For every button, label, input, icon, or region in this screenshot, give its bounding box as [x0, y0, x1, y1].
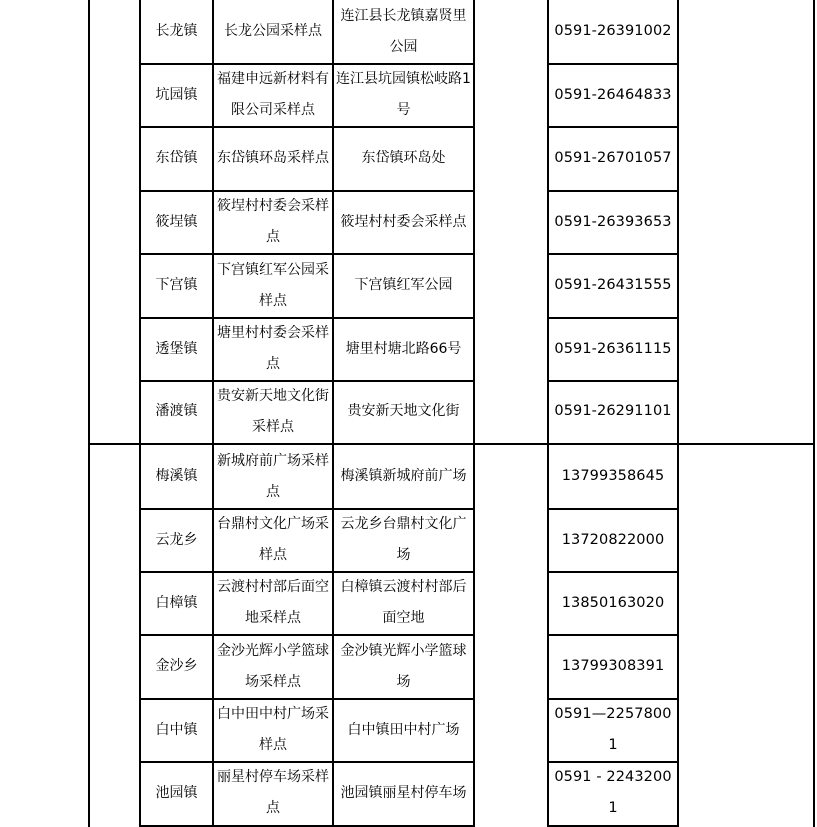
- address-text: 云龙乡台鼎村文化广场: [340, 516, 467, 563]
- town-text: 金沙乡: [155, 658, 198, 674]
- table-cell-town: [141, 699, 212, 761]
- table-cell-site: [214, 64, 332, 126]
- phone-text: 13720822000: [561, 531, 665, 548]
- table-cell-address: [334, 0, 473, 63]
- site-text: 贵安新天地文化街采样点: [217, 387, 329, 435]
- table-cell-phone: [549, 127, 677, 190]
- site-text: 东岱镇环岛采样点: [217, 150, 329, 166]
- table-cell-town: [141, 635, 212, 698]
- table-cell-site: [214, 381, 332, 442]
- table-cell-site: [214, 572, 332, 634]
- table-cell-address: [334, 127, 473, 190]
- address-text: 白中镇田中村广场: [347, 721, 460, 738]
- table-cell-address: [334, 254, 473, 317]
- col-border-address-right: [473, 0, 475, 827]
- phone-text: 0591-26464833: [554, 86, 672, 103]
- town-text: 白樟镇: [155, 594, 198, 611]
- table-cell-town: [141, 445, 212, 508]
- address-text: 塘里村塘北路66号: [345, 340, 462, 357]
- table-cell-town: [141, 318, 212, 380]
- table-cell-phone: [549, 191, 677, 253]
- address-text: 下宫镇红军公园: [354, 277, 453, 293]
- site-text: 新城府前广场采样点: [217, 452, 329, 500]
- table-cell-town: [141, 64, 212, 126]
- address-text: 梅溪镇新城府前广场: [340, 468, 467, 484]
- town-text: 透堡镇: [155, 340, 198, 357]
- table-cell-site: [214, 0, 332, 63]
- table-cell-address: [334, 191, 473, 253]
- table-cell-address: [334, 572, 473, 634]
- address-text: 连江县坑园镇松岐路1号: [336, 71, 471, 118]
- site-text: 下宫镇红军公园采样点: [217, 261, 329, 309]
- phone-text: 0591-26393653: [554, 213, 672, 230]
- site-text: 云渡村村部后面空地采样点: [217, 579, 329, 626]
- table-cell-site: [214, 445, 332, 508]
- town-text: 下宫镇: [155, 277, 198, 293]
- table-cell-address: [334, 381, 473, 442]
- table-cell-town: [141, 0, 212, 63]
- address-text: 连江县长龙镇嘉贤里公园: [340, 7, 467, 55]
- address-text: 筱埕村村委会采样点: [340, 213, 467, 230]
- address-text: 池园镇丽星村停车场: [340, 784, 467, 801]
- table-cell-site: [214, 635, 332, 698]
- table-cell-phone: [549, 509, 677, 571]
- table-cell-site: [214, 762, 332, 824]
- address-text: 金沙镇光辉小学篮球场: [340, 642, 467, 690]
- table-cell-phone: [549, 64, 677, 126]
- phone-text: 0591-26391002: [554, 23, 672, 39]
- table-cell-town: [141, 762, 212, 824]
- table-cell-phone: [549, 445, 677, 508]
- table-cell-phone: [549, 0, 677, 63]
- town-text: 坑园镇: [155, 86, 198, 103]
- table-cell-address: [334, 445, 473, 508]
- table-cell-phone: [549, 254, 677, 317]
- outer-left-border: [88, 0, 90, 827]
- table-cell-phone: [549, 318, 677, 380]
- town-text: 长龙镇: [155, 23, 198, 39]
- site-text: 筱埕村村委会采样点: [217, 198, 329, 245]
- address-text: 贵安新天地文化街: [347, 403, 460, 419]
- town-text: 池园镇: [155, 784, 198, 801]
- site-text: 长龙公园采样点: [224, 23, 322, 39]
- table-cell-site: [214, 191, 332, 253]
- site-text: 福建申远新材料有限公司采样点: [217, 71, 329, 118]
- table-cell-phone: [549, 762, 677, 824]
- table-cell-address: [334, 64, 473, 126]
- phone-text: 13799308391: [561, 658, 665, 674]
- table-cell-address: [334, 509, 473, 571]
- town-text: 潘渡镇: [155, 403, 198, 419]
- phone-text: 0591-26431555: [554, 277, 672, 293]
- phone-text: 13799358645: [561, 468, 665, 484]
- phone-text: 13850163020: [561, 594, 665, 611]
- site-text: 丽星村停车场采样点: [217, 769, 329, 816]
- table-cell-address: [334, 699, 473, 761]
- table-cell-town: [141, 254, 212, 317]
- phone-text: 0591-26361115: [554, 340, 672, 357]
- table-cell-site: [214, 509, 332, 571]
- table-cell-address: [334, 762, 473, 824]
- col-border-phone-right: [677, 0, 679, 827]
- town-text: 梅溪镇: [155, 468, 198, 484]
- table-cell-phone: [549, 572, 677, 634]
- address-text: 白樟镇云渡村村部后面空地: [340, 579, 467, 626]
- town-text: 筱埕镇: [155, 213, 198, 230]
- outer-right-border: [813, 0, 815, 827]
- town-text: 白中镇: [155, 721, 198, 738]
- phone-text: 0591-26701057: [554, 150, 672, 166]
- table-cell-phone: [549, 699, 677, 761]
- table-cell-address: [334, 635, 473, 698]
- site-text: 白中田中村广场采样点: [217, 706, 329, 753]
- table-cell-town: [141, 127, 212, 190]
- table-cell-phone: [549, 635, 677, 698]
- table-cell-site: [214, 699, 332, 761]
- table-cell-town: [141, 509, 212, 571]
- site-text: 塘里村村委会采样点: [217, 325, 329, 372]
- table-cell-site: [214, 254, 332, 317]
- phone-text: 0591 - 22432001: [554, 769, 672, 816]
- phone-text: 0591-26291101: [554, 403, 672, 419]
- table-cell-town: [141, 572, 212, 634]
- site-text: 台鼎村文化广场采样点: [217, 516, 329, 563]
- site-text: 金沙光辉小学篮球场采样点: [217, 642, 329, 690]
- address-text: 东岱镇环岛处: [361, 150, 446, 166]
- table-cell-address: [334, 318, 473, 380]
- phone-text: 0591—22578001: [554, 706, 672, 753]
- table-cell-phone: [549, 381, 677, 442]
- table-cell-town: [141, 381, 212, 442]
- table-cell-site: [214, 318, 332, 380]
- town-text: 云龙乡: [155, 531, 198, 548]
- table-cell-site: [214, 127, 332, 190]
- town-text: 东岱镇: [155, 150, 198, 166]
- table-cell-town: [141, 191, 212, 253]
